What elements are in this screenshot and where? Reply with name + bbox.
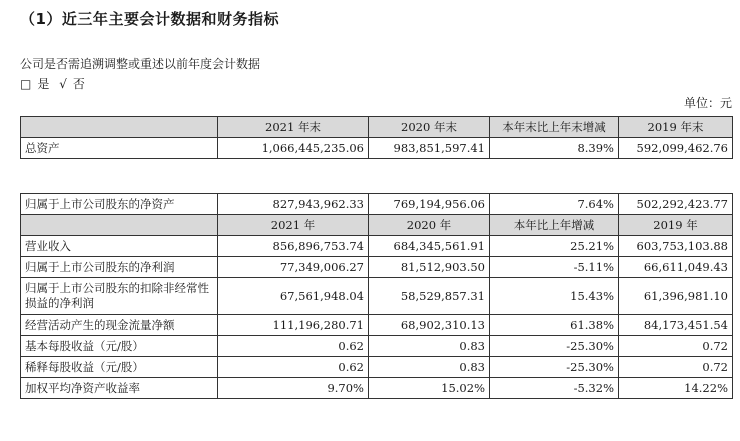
table-cell: 84,173,451.54: [619, 315, 733, 336]
row-label: 归属于上市公司股东的净利润: [21, 257, 218, 278]
table-cell: 502,292,423.77: [619, 194, 733, 215]
row-label: 稀释每股收益（元/股）: [21, 357, 218, 378]
table-cell: 15.02%: [369, 378, 490, 399]
table-cell: 769,194,956.06: [369, 194, 490, 215]
table-cell: 61.38%: [490, 315, 619, 336]
table-cell: 66,611,049.43: [619, 257, 733, 278]
row-label: 经营活动产生的现金流量净额: [21, 315, 218, 336]
table-cell: 1,066,445,235.06: [218, 138, 369, 159]
table-cell: 983,851,597.41: [369, 138, 490, 159]
header-cell: 2019 年: [619, 215, 733, 236]
header-cell: 2019 年末: [619, 117, 733, 138]
table-cell: 8.39%: [490, 138, 619, 159]
table-header-row: [21, 117, 733, 138]
table-cell: 0.83: [369, 336, 490, 357]
table-cell: 592,099,462.76: [619, 138, 733, 159]
choice-no-label: 否: [72, 77, 85, 91]
table-row: [21, 236, 733, 257]
financial-indicators-table: [20, 193, 733, 399]
table-cell: 61,396,981.10: [619, 278, 733, 315]
header-cell: 本年末比上年末增减: [490, 117, 619, 138]
row-label: 营业收入: [21, 236, 218, 257]
table-cell: 7.64%: [490, 194, 619, 215]
table-row: [21, 278, 733, 315]
checkbox-icon: □: [20, 77, 32, 91]
table-cell: 0.62: [218, 336, 369, 357]
table-cell: -25.30%: [490, 336, 619, 357]
table-row: [21, 315, 733, 336]
table-cell: -5.32%: [490, 378, 619, 399]
table-cell: 14.22%: [619, 378, 733, 399]
table-row: [21, 194, 733, 215]
table-cell: 81,512,903.50: [369, 257, 490, 278]
table-cell: 603,753,103.88: [619, 236, 733, 257]
table-cell: 856,896,753.74: [218, 236, 369, 257]
table-header-row: [21, 215, 733, 236]
table-row: [21, 357, 733, 378]
table-cell: 9.70%: [218, 378, 369, 399]
row-label: 归属于上市公司股东的净资产: [21, 194, 218, 215]
row-label: 归属于上市公司股东的扣除非经常性损益的净利润: [21, 278, 218, 315]
row-label: 基本每股收益（元/股）: [21, 336, 218, 357]
table-cell: -25.30%: [490, 357, 619, 378]
table-row: [21, 336, 733, 357]
table-cell: 68,902,310.13: [369, 315, 490, 336]
row-label: 总资产: [21, 138, 218, 159]
table-cell: 25.21%: [490, 236, 619, 257]
header-cell: [21, 215, 218, 236]
restatement-choice: [20, 75, 91, 92]
table-cell: -5.11%: [490, 257, 619, 278]
table-cell: 684,345,561.91: [369, 236, 490, 257]
total-assets-table: [20, 116, 733, 159]
header-cell: 2020 年末: [369, 117, 490, 138]
table-cell: 15.43%: [490, 278, 619, 315]
section-title: （1）近三年主要会计数据和财务指标: [20, 10, 279, 28]
header-cell: 本年比上年增减: [490, 215, 619, 236]
table-cell: 67,561,948.04: [218, 278, 369, 315]
table-row: [21, 378, 733, 399]
table-row: [21, 257, 733, 278]
checkmark-icon: √: [59, 77, 67, 91]
table-cell: 0.62: [218, 357, 369, 378]
header-cell: 2021 年末: [218, 117, 369, 138]
table-cell: 111,196,280.71: [218, 315, 369, 336]
unit-label: 单位：元: [683, 96, 732, 110]
table-cell: 0.72: [619, 357, 733, 378]
table-cell: 58,529,857.31: [369, 278, 490, 315]
table-cell: 827,943,962.33: [218, 194, 369, 215]
row-label: 加权平均净资产收益率: [21, 378, 218, 399]
table-row: [21, 138, 733, 159]
table-cell: 0.72: [619, 336, 733, 357]
header-cell: 2021 年: [218, 215, 369, 236]
header-cell: [21, 117, 218, 138]
header-cell: 2020 年: [369, 215, 490, 236]
table-cell: 77,349,006.27: [218, 257, 369, 278]
choice-yes-label: 是: [37, 77, 50, 91]
table-cell: 0.83: [369, 357, 490, 378]
restatement-question: 公司是否需追溯调整或重述以前年度会计数据: [20, 57, 261, 71]
